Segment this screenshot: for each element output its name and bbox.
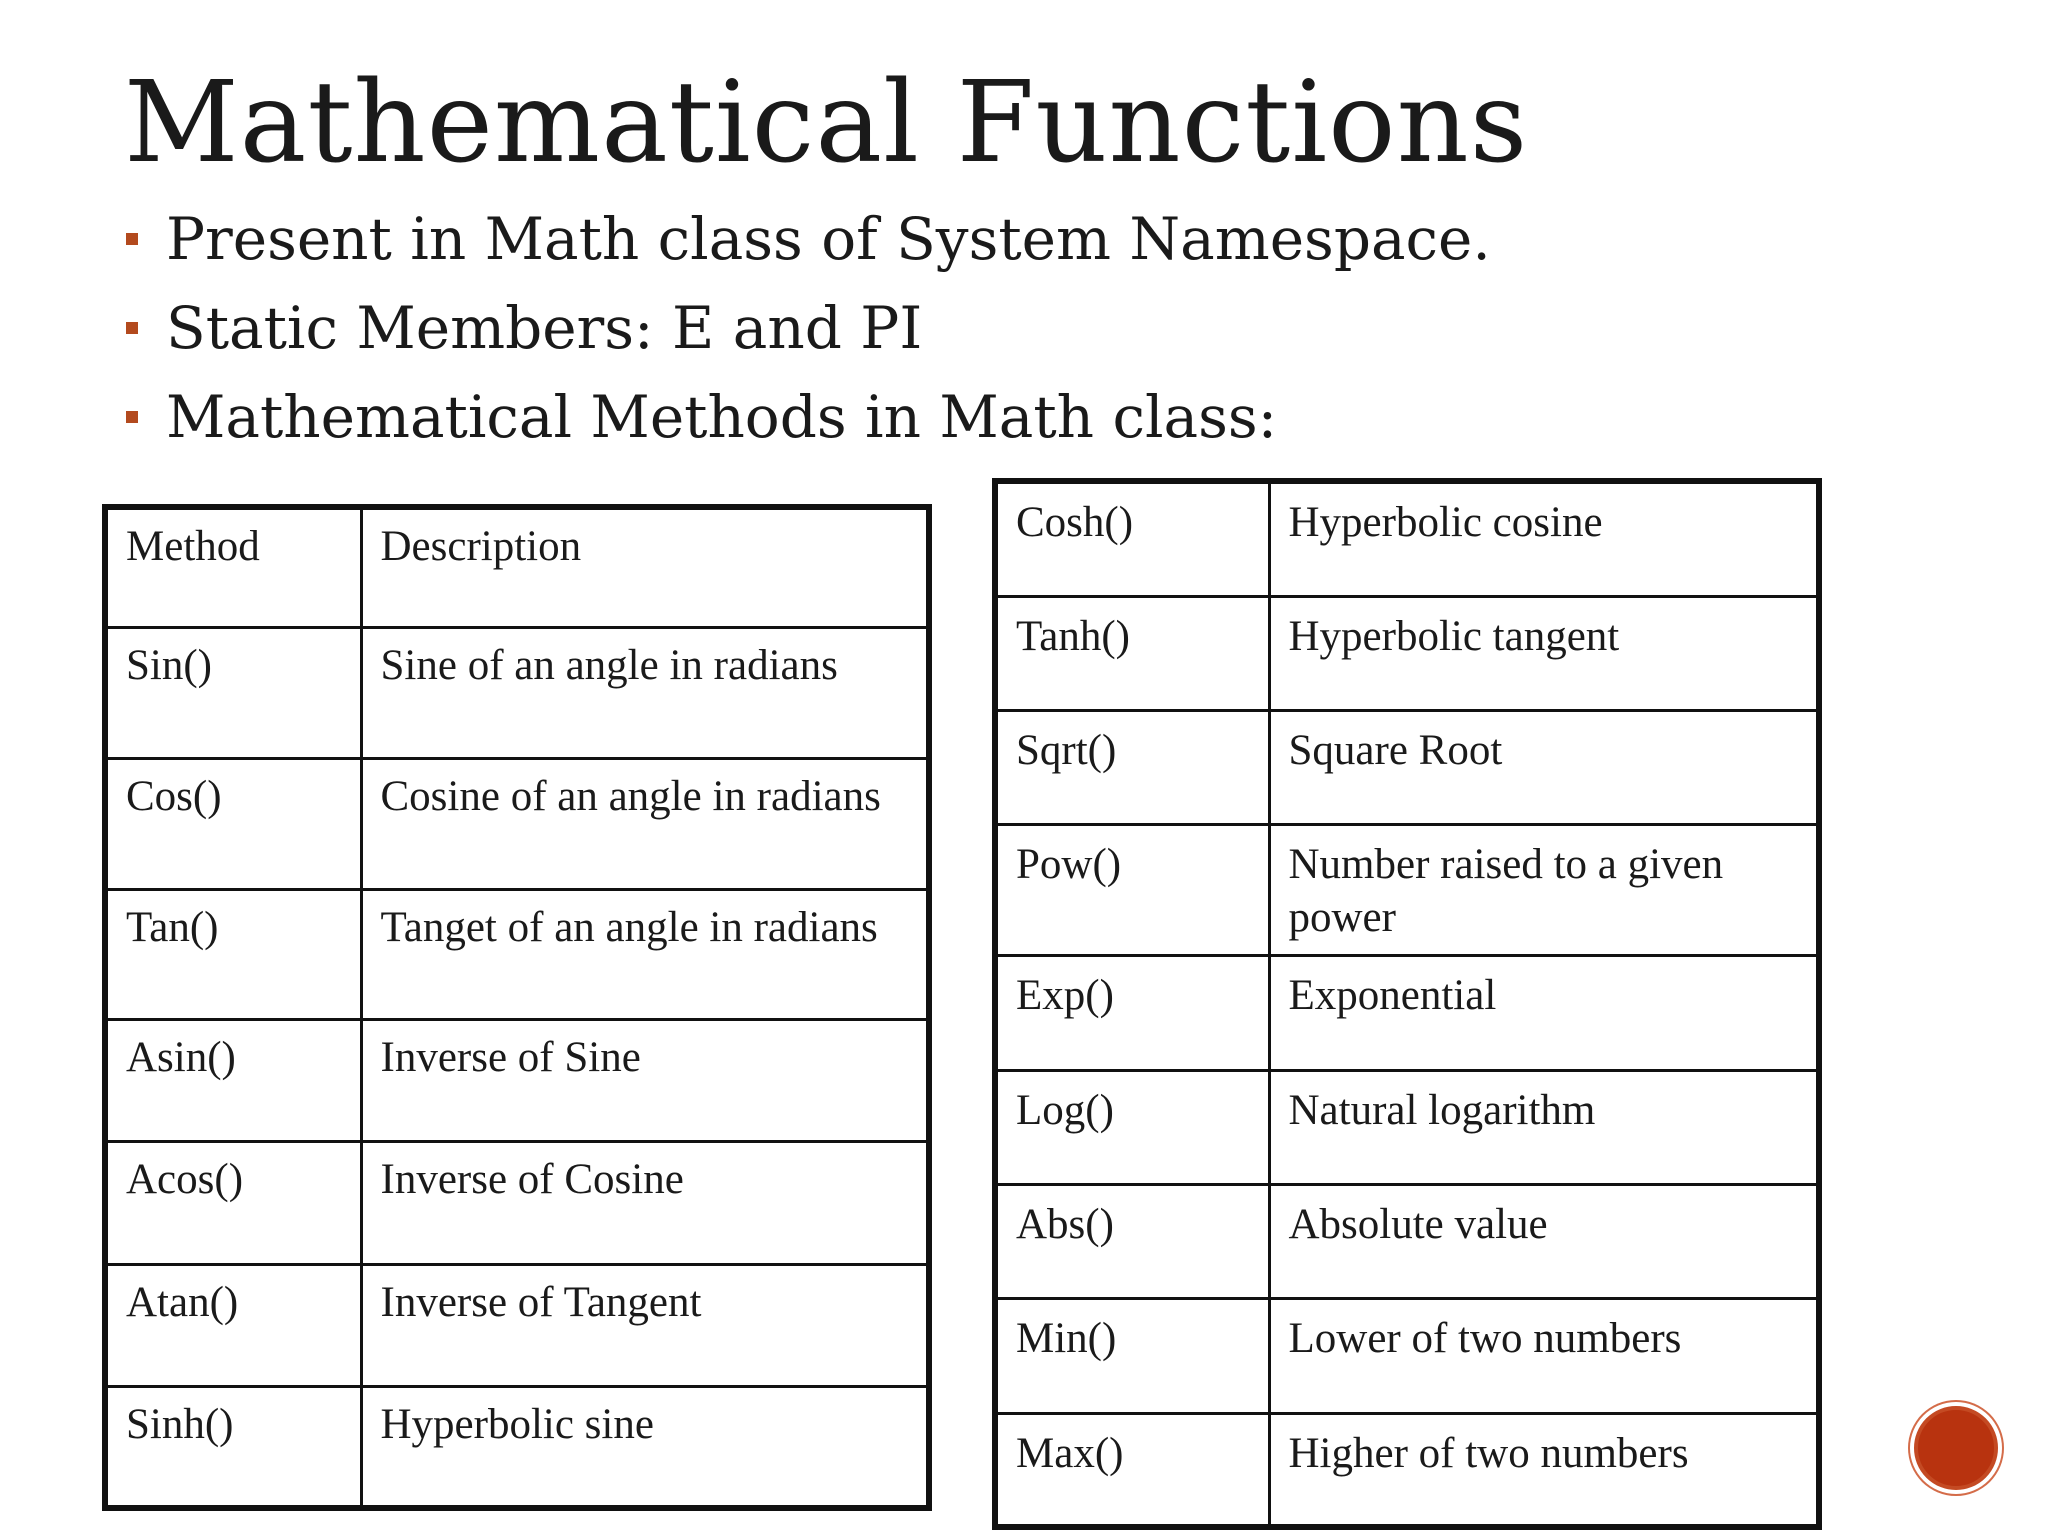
description-cell: Tanget of an angle in radians <box>361 889 929 1019</box>
bullet-text: Present in Math class of System Namespace. <box>166 205 1491 273</box>
square-bullet-icon <box>126 411 138 423</box>
square-bullet-icon <box>126 233 138 245</box>
bullet-list <box>124 198 1491 465</box>
description-cell: Lower of two numbers <box>1269 1298 1819 1413</box>
table-row <box>995 481 1819 596</box>
method-cell: Pow() <box>995 824 1269 955</box>
table-header-row <box>105 507 929 627</box>
slide-title: Mathematical Functions <box>124 58 1529 188</box>
description-cell: Hyperbolic tangent <box>1269 596 1819 710</box>
table-row <box>995 596 1819 710</box>
description-cell: Natural logarithm <box>1269 1070 1819 1184</box>
table-row <box>105 1019 929 1141</box>
method-cell: Log() <box>995 1070 1269 1184</box>
description-cell: Square Root <box>1269 710 1819 824</box>
table-row <box>105 1386 929 1508</box>
table-row <box>995 955 1819 1070</box>
header-cell-method: Method <box>105 507 361 627</box>
record-icon[interactable] <box>1914 1406 1998 1490</box>
method-cell: Asin() <box>105 1019 361 1141</box>
method-cell: Atan() <box>105 1264 361 1386</box>
bullet-item <box>124 376 1491 465</box>
table-row <box>995 824 1819 955</box>
bullet-text: Mathematical Methods in Math class: <box>166 383 1278 451</box>
method-cell: Min() <box>995 1298 1269 1413</box>
description-cell: Absolute value <box>1269 1184 1819 1298</box>
method-cell: Tan() <box>105 889 361 1019</box>
table-row <box>995 1184 1819 1298</box>
bullet-item <box>124 198 1491 287</box>
table-row <box>995 1070 1819 1184</box>
description-cell: Inverse of Tangent <box>361 1264 929 1386</box>
bullet-item <box>124 287 1491 376</box>
table-row <box>105 889 929 1019</box>
method-cell: Acos() <box>105 1141 361 1264</box>
method-cell: Abs() <box>995 1184 1269 1298</box>
methods-table-right <box>992 478 1822 1530</box>
table-row <box>105 627 929 758</box>
description-cell: Exponential <box>1269 955 1819 1070</box>
table-row <box>995 1413 1819 1527</box>
table-row <box>995 1298 1819 1413</box>
method-cell: Exp() <box>995 955 1269 1070</box>
description-cell: Hyperbolic cosine <box>1269 481 1819 596</box>
method-cell: Cos() <box>105 758 361 889</box>
description-cell: Inverse of Sine <box>361 1019 929 1141</box>
table-row <box>105 1264 929 1386</box>
description-cell: Sine of an angle in radians <box>361 627 929 758</box>
method-cell: Sin() <box>105 627 361 758</box>
description-cell: Inverse of Cosine <box>361 1141 929 1264</box>
description-cell: Number raised to a given power <box>1269 824 1819 955</box>
description-cell: Hyperbolic sine <box>361 1386 929 1508</box>
bullet-text: Static Members: E and PI <box>166 294 923 362</box>
table-row <box>105 1141 929 1264</box>
method-cell: Sinh() <box>105 1386 361 1508</box>
method-cell: Sqrt() <box>995 710 1269 824</box>
header-cell-description: Description <box>361 507 929 627</box>
description-cell: Cosine of an angle in radians <box>361 758 929 889</box>
square-bullet-icon <box>126 322 138 334</box>
methods-table-left <box>102 504 932 1511</box>
table-row <box>105 758 929 889</box>
method-cell: Tanh() <box>995 596 1269 710</box>
method-cell: Cosh() <box>995 481 1269 596</box>
method-cell: Max() <box>995 1413 1269 1527</box>
description-cell: Higher of two numbers <box>1269 1413 1819 1527</box>
table-row <box>995 710 1819 824</box>
